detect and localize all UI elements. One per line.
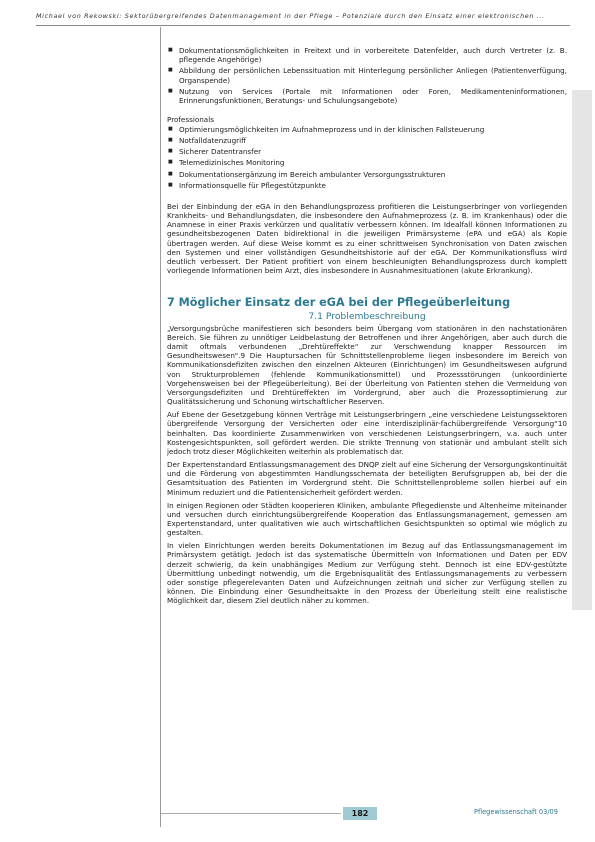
- margin-rule: [160, 27, 161, 827]
- section-title: 7 Möglicher Einsatz der eGA bei der Pflegeüberleitung: [167, 295, 511, 309]
- paragraph: In vielen Einrichtungen werden bereits Dokumentationen im Bezug auf das Entlassungsmanagement im Primärsystem getätigt. Jedoch ist das systematische Übermitteln von Informationen und Daten per EDV derzeit schwierig, da kein unabhängiges Medium zur Verfügung steht. Dennoch ist eine EDV-gestützte Übermittlung unbedingt notwendig, um die Ergebnisqualität des Entlassungsmanagements zu verbessern oder sonstige pflegerelevanten Daten und Aufzeichnungen zeitnah und sicher zur Verfügung stellen zu können. Die Einbindung einer Gesundheitsakte in den Prozess der Überleitung stellt eine realistische Möglichkeit dar, diesem Ziel deutlich näher zu kommen.: [167, 541, 567, 606]
- paragraph: Auf Ebene der Gesetzgebung können Verträge mit Leistungserbringern „eine verschiedene Leistungssektoren übergreifende Versorgung der Versicherten oder eine interdisziplinär-fachübergreifende Versorgung“10 beinhalten. Das koordinierte Zusammenwirken von verschiedenen Leistungserbringern, v.a. auch unter Kostengesichtspunkten, soll gefördert werden. Die strikte Trennung von stationär und ambulant stellt sich jedoch trotz dieser Möglichkeiten weiterhin als problematisch dar.: [167, 410, 567, 456]
- paragraph: In einigen Regionen oder Städten kooperieren Kliniken, ambulante Pflegedienste und Altenheime miteinander und versuchen durch einrichtungsübergreifende Kooperation das Entlassungsmanagement, gemessen am Expertenstandard, unter qualitativen wie auch wirtschaftlichen Gesichtspunkten so optimal wie möglich zu gestalten.: [167, 500, 567, 538]
- subsection-title: 7.1 Problembeschreibung: [308, 310, 426, 322]
- list-item: ■ Nutzung von Services (Portale mit Informationen oder Foren, Medikamenteninformationen, Erinnerungsfunktionen, Beratungs- und Schulungsangebote): [167, 87, 567, 105]
- spacer: [167, 193, 567, 202]
- footer-rule: [161, 813, 341, 814]
- paragraph-intro: Bei der Einbindung der eGA in den Behandlungsprozess profitieren die Leistungserbringer von vorliegenden Krankheits- und Behandlungsdaten, die insbesondere den Aufnahmeprozess (z. B. im Krankenhaus) oder die Anamnese in einer Praxis verkürzen und qualitativ verbessern können. Im Idealfall können Informationen zu gesundheitsbezogenen Daten bidirektional in die jeweiligen Primärsysteme (ePA und eGA) als Kopie übertragen werden. Auf diese Weise kommt es zu einer schrittweisen Synchronisation von Daten zwischen den Systemen und einer vollständigen Gesundheitshistorie auf der eGA. Der Kommunikationsfluss wird deutlich verbessert. Der Patient profitiert von einem beschleunigten Behandlungsprozess durch komplett vorliegende Informationen beim Arzt, dies insbesondere in Ausnahmesituationen (akute Erkrankung).: [167, 201, 567, 276]
- bullet-list-professionals: [167, 125, 567, 190]
- running-header: Michael von Rekowski: Sektorübergreifendes Datenmanagement in der Pflege – Potenziale durch den Einsatz einer elektronischen ...: [36, 12, 545, 20]
- paragraph: „Versorgungsbrüche manifestieren sich besonders beim Übergang vom stationären in den nachstationären Bereich. Sie führen zu unnötiger Leidbelastung der Betroffenen und ihrer Angehörigen, aber auch durch die damit oftmals verbundenen „Drehtüreffekte“ zur Verschwendung knapper Ressourcen im Gesundheitswesen“.9 Die Hauptursachen für Schnittstellenprobleme liegen insbesondere im Bereich von Kommunikationsdefiziten zwischen den einzelnen Akteuren (Einrichtungen) im Gesundheitswesen aufgrund von Strukturproblemen (fehlende Kommunikationsmittel) und Prozessstörungen (unkoordinierte Vorgehensweisen bei der Pflegeüberleitung). Bei der Überleitung von Patienten stehen die Vermeidung von Versorgungsdefiziten und Drehtüreffekten im Vordergrund, aber auch die Prozessoptimierung zur Qualitätssicherung und Schonung wirtschaftlicher Reserven.: [167, 323, 567, 407]
- list-item: ■ Optimierungsmöglichkeiten im Aufnahmeprozess und in der klinischen Fallsteuerung: [167, 125, 567, 134]
- list-item: ■ Notfalldatenzugriff: [167, 136, 567, 145]
- header-rule: [36, 25, 570, 26]
- journal-name: Pflegewissenschaft 03/09: [474, 808, 558, 816]
- list-item: ■ Telemedizinisches Monitoring: [167, 158, 567, 167]
- professionals-label: Professionals: [167, 115, 214, 124]
- list-item: ■ Sicherer Datentransfer: [167, 147, 567, 156]
- paragraph: Der Expertenstandard Entlassungsmanagement des DNQP zielt auf eine Sicherung der Versorgungskontinuität und die Förderung von abgestimmten Handlungsschemata der beteiligten Berufsgruppen ab, bei der die Gesamtsituation des Patienten im Vordergrund steht. Die Schnittstellenprobleme sollen hierbei auf ein Minimum reduziert und die Patientensicherheit gefördert werden.: [167, 459, 567, 497]
- list-item: ■ Dokumentationsmöglichkeiten in Freitext und in vorbereitete Datenfelder, auch durch Vertreter (z. B. pflegende Angehörige): [167, 46, 567, 64]
- sidebar-tab: [572, 90, 592, 610]
- list-item: ■ Abbildung der persönlichen Lebenssituation mit Hinterlegung persönlicher Anliegen (Patientenverfügung, Organspende): [167, 66, 567, 84]
- page-number: 182: [343, 807, 377, 820]
- bullet-list-top: [167, 46, 567, 105]
- list-item: ■ Informationsquelle für Pflegestützpunkte: [167, 181, 567, 190]
- page-content: [167, 46, 567, 609]
- list-item: ■ Dokumentationsergänzung im Bereich ambulanter Versorgungsstrukturen: [167, 170, 567, 179]
